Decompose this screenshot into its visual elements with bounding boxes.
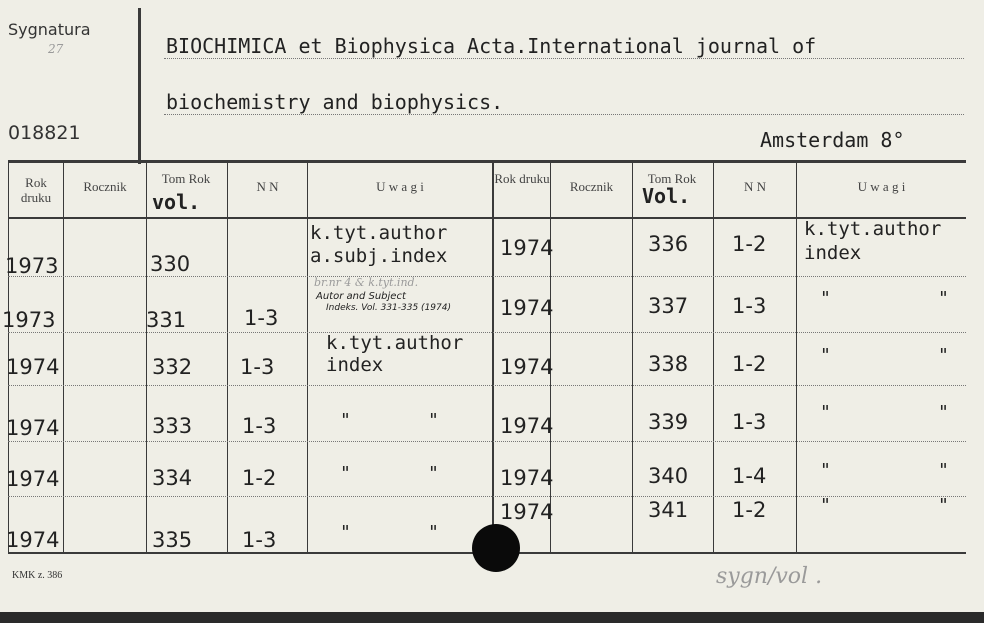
left-ditto-6b: " [428, 522, 439, 543]
right-row-5-year: 1974 [500, 466, 554, 490]
header-divider [138, 8, 141, 164]
title-line-2: biochemistry and biophysics. [166, 90, 504, 114]
left-row-5-vol: 334 [152, 466, 193, 490]
header-rocznik-right: Rocznik [569, 179, 614, 194]
left-row-6-nn: 1-3 [242, 528, 277, 552]
right-row-4-nn: 1-3 [732, 410, 767, 434]
left-row-2-year: 1973 [2, 308, 56, 332]
left-row-4-nn: 1-3 [242, 414, 277, 438]
right-row-5-nn: 1-4 [732, 464, 767, 488]
footer-code: KMK z. 386 [12, 570, 63, 581]
right-row-6-year: 1974 [500, 500, 554, 524]
header-nn-right: N N [743, 179, 767, 194]
left-row-5-nn: 1-2 [242, 466, 277, 490]
left-ditto-5b: " [428, 463, 439, 484]
left-row-4-year: 1974 [6, 416, 60, 440]
right-row-1-vol: 336 [648, 232, 689, 256]
right-ditto-6b: " [938, 495, 949, 516]
right-row-2-year: 1974 [500, 296, 554, 320]
left-remark-2-hand2: Indeks. Vol. 331-335 (1974) [326, 303, 451, 313]
right-ditto-4b: " [938, 402, 949, 423]
right-row-4-year: 1974 [500, 414, 554, 438]
signature-label: Sygnatura [8, 20, 91, 39]
left-row-1-vol: 330 [150, 252, 191, 276]
left-row-4-vol: 333 [152, 414, 193, 438]
right-ditto-5a: " [820, 460, 831, 481]
left-remark-3a: k.tyt.author [326, 332, 464, 354]
left-remark-3b: index [326, 354, 384, 376]
right-row-6-nn: 1-2 [732, 498, 767, 522]
left-row-5-year: 1974 [6, 467, 60, 491]
right-row-1-year: 1974 [500, 236, 554, 260]
right-ditto-5b: " [938, 460, 949, 481]
right-row-3-nn: 1-2 [732, 352, 767, 376]
right-ditto-2a: " [820, 288, 831, 309]
header-tom-rok-right: Tom Rok [647, 171, 697, 186]
left-row-3-year: 1974 [6, 355, 60, 379]
left-row-2-nn: 1-3 [244, 306, 279, 330]
call-number: 018821 [8, 122, 81, 144]
header-rok-druku: Rok druku [20, 175, 52, 205]
right-ditto-4a: " [820, 402, 831, 423]
left-ditto-4b: " [428, 410, 439, 431]
right-ditto-6a: " [820, 495, 831, 516]
right-ditto-2b: " [938, 288, 949, 309]
left-ditto-6a: " [340, 522, 351, 543]
right-row-2-nn: 1-3 [732, 294, 767, 318]
footer-pencil-note: sygn/vol . [716, 564, 823, 589]
header-rok-druku-right: Rok druku [494, 171, 550, 186]
header-vol-stamp: vol. [152, 190, 201, 214]
table-top-rule [8, 160, 966, 163]
left-remark-1b: a.subj.index [310, 245, 448, 267]
right-row-5-vol: 340 [648, 464, 689, 488]
left-row-6-vol: 335 [152, 528, 193, 552]
header-vol-stamp-right: Vol. [642, 184, 691, 208]
right-row-3-year: 1974 [500, 355, 554, 379]
left-row-1-year: 1973 [5, 254, 59, 278]
header-rocznik: Rocznik [83, 179, 127, 194]
place-format: Amsterdam 8° [760, 128, 905, 152]
left-remark-1a: k.tyt.author [310, 222, 448, 244]
right-row-4-vol: 339 [648, 410, 689, 434]
right-row-1-nn: 1-2 [732, 232, 767, 256]
left-remark-2-hand1: Autor and Subject [316, 291, 406, 302]
header-nn: N N [256, 179, 279, 194]
right-row-6-vol: 341 [648, 498, 689, 522]
header-uwagi-right: U w a g i [857, 179, 906, 194]
signature-pencil-note: 27 [48, 42, 64, 56]
right-row-2-vol: 337 [648, 294, 689, 318]
left-remark-2-pencil: br.nr 4 & k.tyt.ind. [314, 276, 419, 289]
punch-hole [472, 524, 520, 572]
right-row-3-vol: 338 [648, 352, 689, 376]
title-line-1: BIOCHIMICA et Biophysica Acta.International journal of [166, 34, 817, 58]
left-row-2-vol: 331 [146, 308, 187, 332]
left-ditto-5a: " [340, 463, 351, 484]
right-remark-1b: index [804, 242, 862, 264]
right-ditto-3a: " [820, 345, 831, 366]
left-row-6-year: 1974 [6, 528, 60, 552]
header-tom-rok: Tom Rok [161, 171, 211, 186]
right-remark-1a: k.tyt.author [804, 218, 942, 240]
left-row-3-vol: 332 [152, 355, 193, 379]
header-uwagi: U w a g i [376, 179, 424, 194]
left-row-3-nn: 1-3 [240, 355, 275, 379]
left-ditto-4a: " [340, 410, 351, 431]
right-ditto-3b: " [938, 345, 949, 366]
